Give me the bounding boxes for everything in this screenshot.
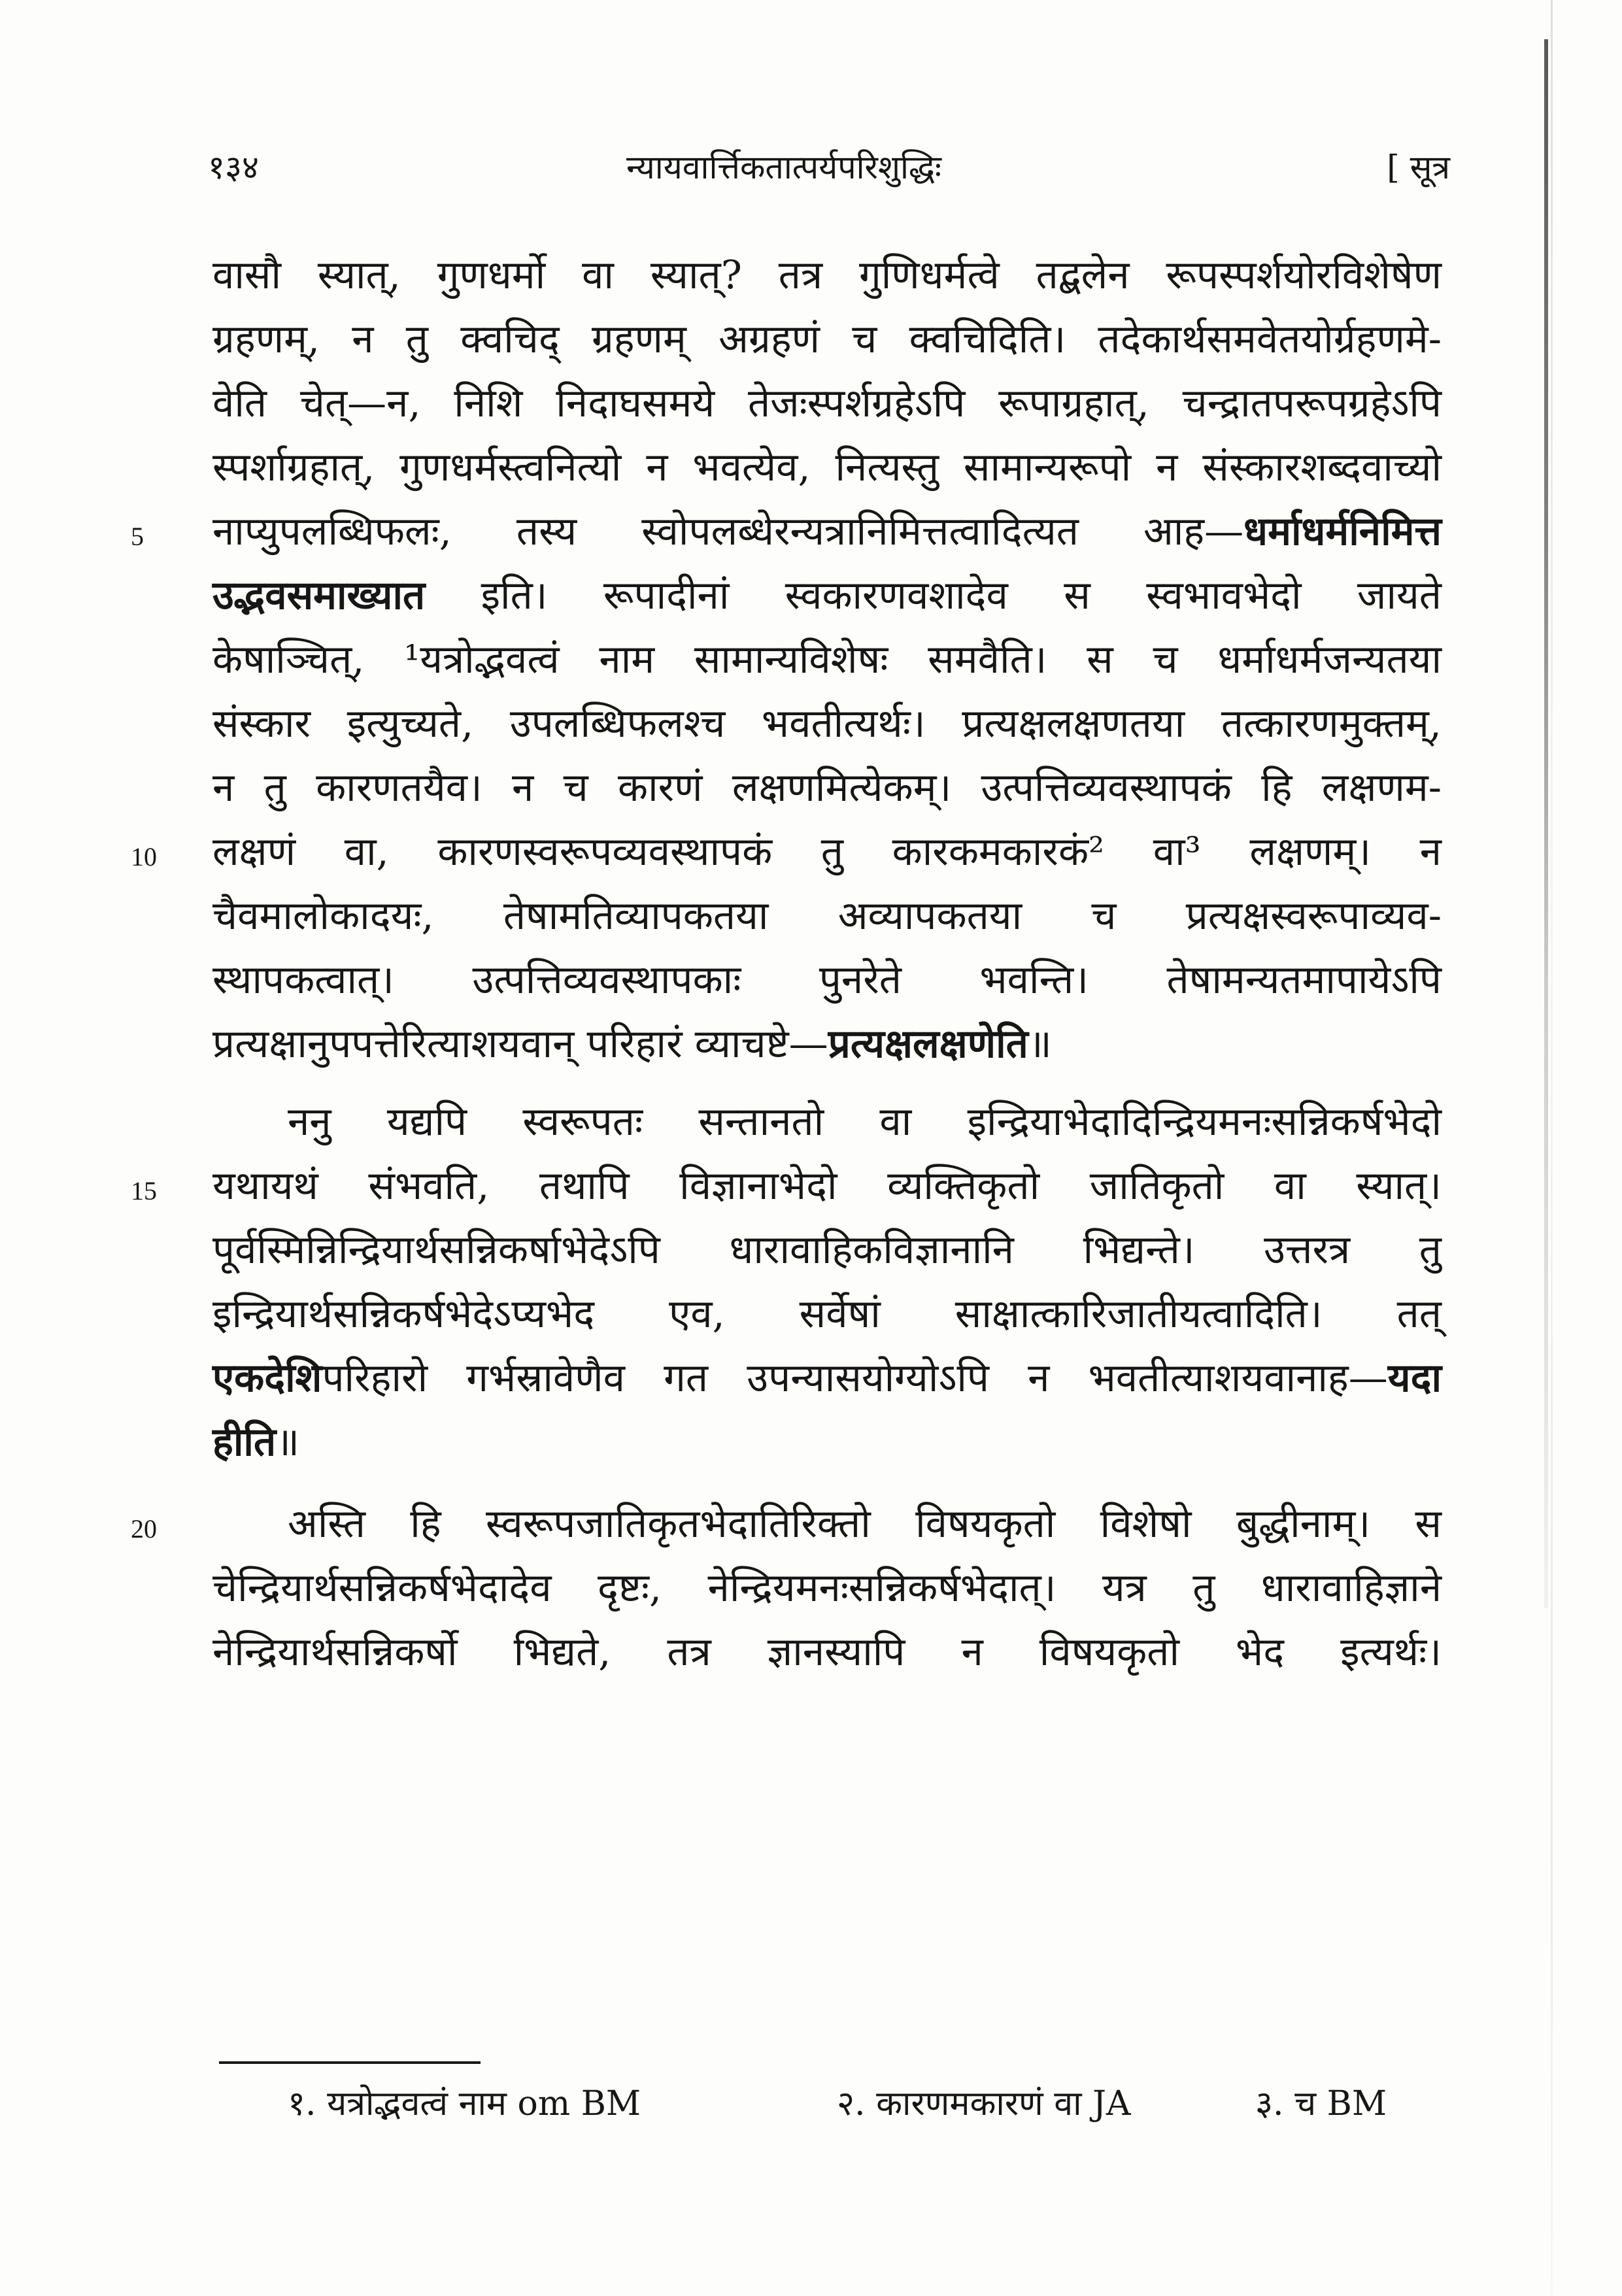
text-line: चैवमालोकादयः, तेषामतिव्यापकतया अव्यापकतया च प्रत्यक्षस्वरूपाव्यव-: [212, 893, 1442, 939]
text-line: अस्ति हि स्वरूपजातिकृतभेदातिरिक्तो विषयकृतो विशेषो बुद्धीनाम्। स: [288, 1501, 1442, 1547]
text-line: [212, 1412, 1442, 1472]
footnotes: [288, 2079, 1442, 2131]
line-number: 15: [131, 1176, 157, 1206]
text-line: इन्द्रियार्थसन्निकर्षभेदेऽप्यभेद एव, सर्वेषां साक्षात्कारिजातीयत्वादिति। तत्: [212, 1291, 1442, 1337]
text-line: ग्रहणम्, न तु क्वचिद् ग्रहणम् अग्रहणं च क्वचिदिति। तदेकार्थसमवेतयोर्ग्रहणमे-: [212, 316, 1442, 362]
running-header: [208, 144, 1450, 196]
footnote-3: ३. च BM: [1255, 2084, 1387, 2123]
text-line: न तु कारणतयैव। न च कारणं लक्षणमित्येकम्। उत्पत्तिव्यवस्थापकं हि लक्षणम-: [212, 765, 1442, 811]
text-span: ॥: [1028, 1021, 1052, 1067]
text-line: वेति चेत्—न, निशि निदाघसमये तेजःस्पर्शग्रहेऽपि रूपाग्रहात्, चन्द्रातपरूपग्रहेऽपि: [212, 380, 1442, 426]
bold-term: हीति: [212, 1419, 277, 1465]
text-line: वासौ स्यात्, गुणधर्मो वा स्यात्? तत्र गुणिधर्मत्वे तद्बलेन रूपस्पर्शयोरविशेषेण: [212, 252, 1442, 298]
bold-term: यदा: [1387, 1355, 1442, 1401]
line-number: 5: [131, 522, 144, 551]
bold-term: प्रत्यक्षलक्षणेति: [828, 1021, 1028, 1067]
text-line: ननु यद्यपि स्वरूपतः सन्तानतो वा इन्द्रियाभेदादिन्द्रियमनःसन्निकर्षभेदो: [288, 1099, 1442, 1145]
scan-edge-binding: [1544, 39, 1548, 1608]
footnote-rule: [219, 2061, 481, 2064]
running-title: न्यायवार्त्तिकतात्पर्यपरिशुद्धिः: [626, 148, 941, 186]
line-number: 20: [131, 1514, 157, 1544]
text-span: इति। रूपादीनां स्वकारणवशादेव स स्वभावभेदो जायते: [425, 573, 1442, 618]
text-line: [212, 501, 1442, 562]
text-span: ॥: [276, 1419, 300, 1465]
text-line: स्पर्शाग्रहात्, गुणधर्मस्त्वनित्यो न भवत्येव, नित्यस्तु सामान्यरूपो न संस्कारशब्दवाच्यो: [212, 445, 1442, 490]
text-line: नेन्द्रियार्थसन्निकर्षो भिद्यते, तत्र ज्ञानस्यापि न विषयकृतो भेद इत्यर्थः।: [212, 1629, 1442, 1675]
text-line: संस्कार इत्युच्यते, उपलब्धिफलश्च भवतीत्यर्थः। प्रत्यक्षलक्षणतया तत्कारणमुक्तम्,: [212, 701, 1442, 747]
section-label: [ सूत्र: [1387, 148, 1450, 186]
text-line: [212, 1014, 1442, 1074]
text-line: [212, 1348, 1442, 1408]
text-line: चेन्द्रियार्थसन्निकर्षभेदादेव दृष्टः, नेन्द्रियमनःसन्निकर्षभेदात्। यत्र तु धारावाहिज्ञाने: [212, 1565, 1442, 1611]
text-line: लक्षणं वा, कारणस्वरूपव्यवस्थापकं तु कारकमकारकं² वा³ लक्षणम्। न: [212, 829, 1442, 875]
text-line: केषाञ्चित्, ¹यत्रोद्भवत्वं नाम सामान्यविशेषः समवैति। स च धर्माधर्मजन्यतया: [212, 637, 1442, 683]
text-span: परिहारो गर्भस्रावेणैव गत उपन्यासयोग्योऽपि न भवतीत्याशयवानाह—: [322, 1355, 1388, 1401]
text-line: यथायथं संभवति, तथापि विज्ञानाभेदो व्यक्तिकृतो जातिकृतो वा स्यात्।: [212, 1163, 1442, 1209]
line-number: 10: [131, 842, 157, 871]
text-line: पूर्वस्मिन्निन्द्रियार्थसन्निकर्षाभेदेऽपि धारावाहिकविज्ञानानि भिद्यन्ते। उत्तरत्र तु: [212, 1227, 1442, 1273]
bold-term: धर्माधर्मनिमित्त: [1243, 509, 1442, 554]
footnote-1: १. यत्रोद्भवत्वं नाम om BM: [288, 2084, 641, 2123]
scan-edge-shadow: [1551, 0, 1553, 2296]
page-number: १३४: [208, 148, 259, 186]
text-span: प्रत्यक्षानुपपत्तेरित्याशयवान् परिहारं व्याचष्टे—: [212, 1021, 828, 1067]
bold-term: उद्भवसमाख्यात: [212, 573, 426, 618]
text-line: स्थापकत्वात्। उत्पत्तिव्यवस्थापकाः पुनरेते भवन्ति। तेषामन्यतमापायेऽपि: [212, 957, 1442, 1003]
text-line: [212, 566, 1442, 626]
text-span: नाप्युपलब्धिफलः, तस्य स्वोपलब्धेरन्यत्रानिमित्तत्वादित्यत आह—: [212, 509, 1244, 554]
footnote-2: २. कारणमकारणं वा JA: [837, 2084, 1131, 2123]
bold-term: एकदेशि: [212, 1355, 322, 1401]
